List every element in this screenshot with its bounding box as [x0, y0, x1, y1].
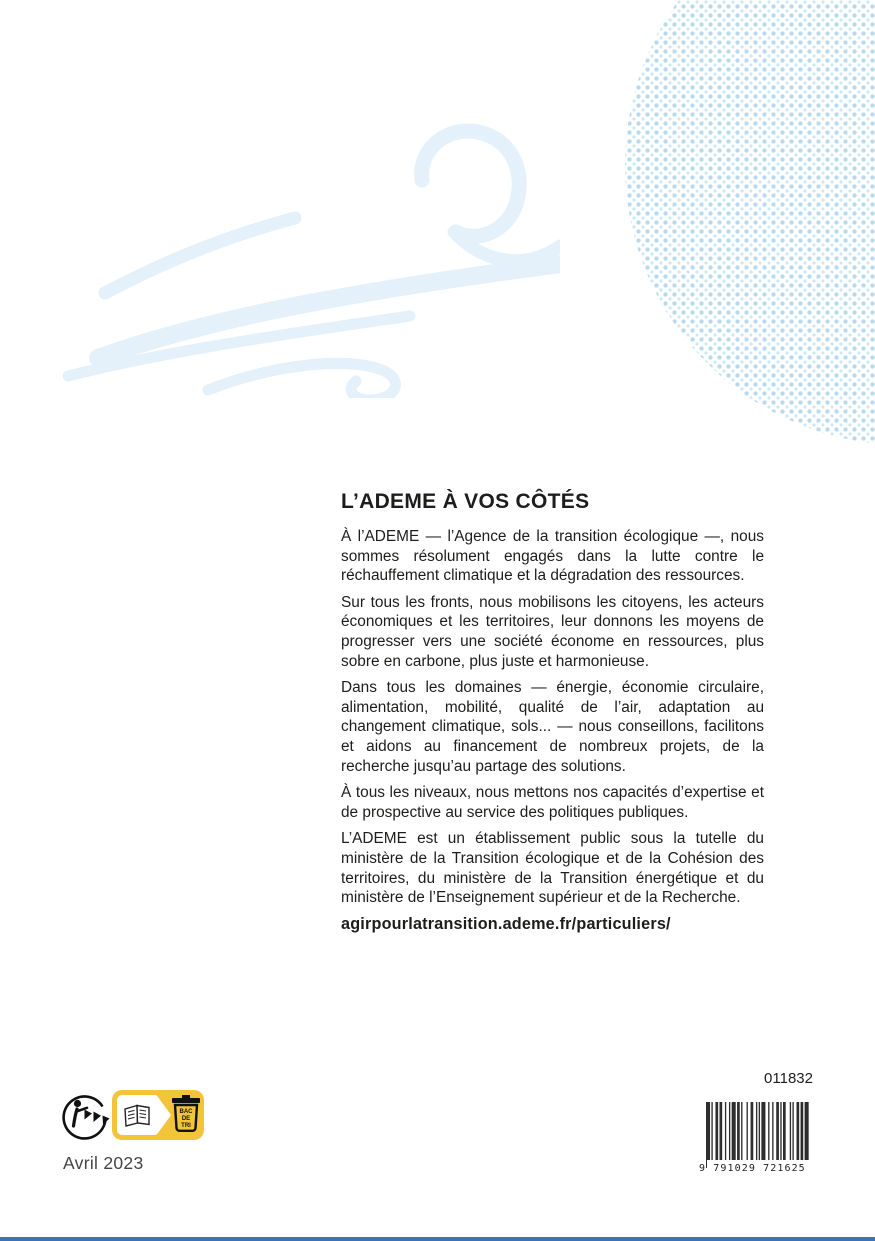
- triman-recycling-icon: [61, 1089, 111, 1141]
- newspaper-icon: [125, 1106, 149, 1127]
- paragraph-fronts: Sur tous les fronts, nous mobilisons les citoyens, les acteurs économiques et les territoires, leur donnons les moyens de progresser vers une société économe en ressources, plus sobre en carbone, plus juste et harmonieuse.: [341, 593, 764, 670]
- bin-label-line3: TRI: [181, 1123, 191, 1129]
- barcode-number: 9 791029 721625: [699, 1163, 806, 1174]
- bin-label-line2: DE: [181, 1116, 191, 1122]
- section-title: L’ADEME À VOS CÔTÉS: [341, 490, 590, 513]
- print-code: 011832: [764, 1070, 813, 1087]
- publication-date: Avril 2023: [63, 1153, 144, 1173]
- paper-sorting-badge: [112, 1090, 204, 1140]
- dotted-circle-decoration: [625, 0, 875, 445]
- footer-accent-bar: [0, 1237, 875, 1241]
- bin-label-line1: BAC: [179, 1109, 193, 1115]
- about-ademe-section: [341, 490, 764, 941]
- sorting-bin-icon: [172, 1095, 200, 1131]
- paragraph-etablissement: L’ADEME est un établissement public sous la tutelle du ministère de la Transition écologique et de la Cohésion des territoires, du ministère de la Transition énergétique et du ministère de l’Enseignement supérieur et de la Recherche.: [341, 830, 764, 907]
- isbn-barcode: [698, 1102, 814, 1182]
- ademe-url-link[interactable]: agirpourlatransition.ademe.fr/particuliers/: [341, 914, 671, 933]
- wind-swirl-icon: [60, 118, 560, 398]
- paragraph-niveaux: À tous les niveaux, nous mettons nos capacités d’expertise et de prospective au service des politiques publiques.: [341, 784, 764, 821]
- paragraph-domaines: Dans tous les domaines — énergie, économie circulaire, alimentation, mobilité, qualité de l’air, adaptation au changement climatique, sols... — nous conseillons, facilitons et aidons au financement de nombreux projets, de la recherche jusqu’au partage des solutions.: [341, 679, 764, 775]
- paragraph-intro: À l’ADEME — l’Agence de la transition écologique —, nous sommes résolument engagés dans la lutte contre le réchauffement climatique et la dégradation des ressources.: [341, 528, 764, 585]
- barcode-bars-icon: [706, 1102, 809, 1168]
